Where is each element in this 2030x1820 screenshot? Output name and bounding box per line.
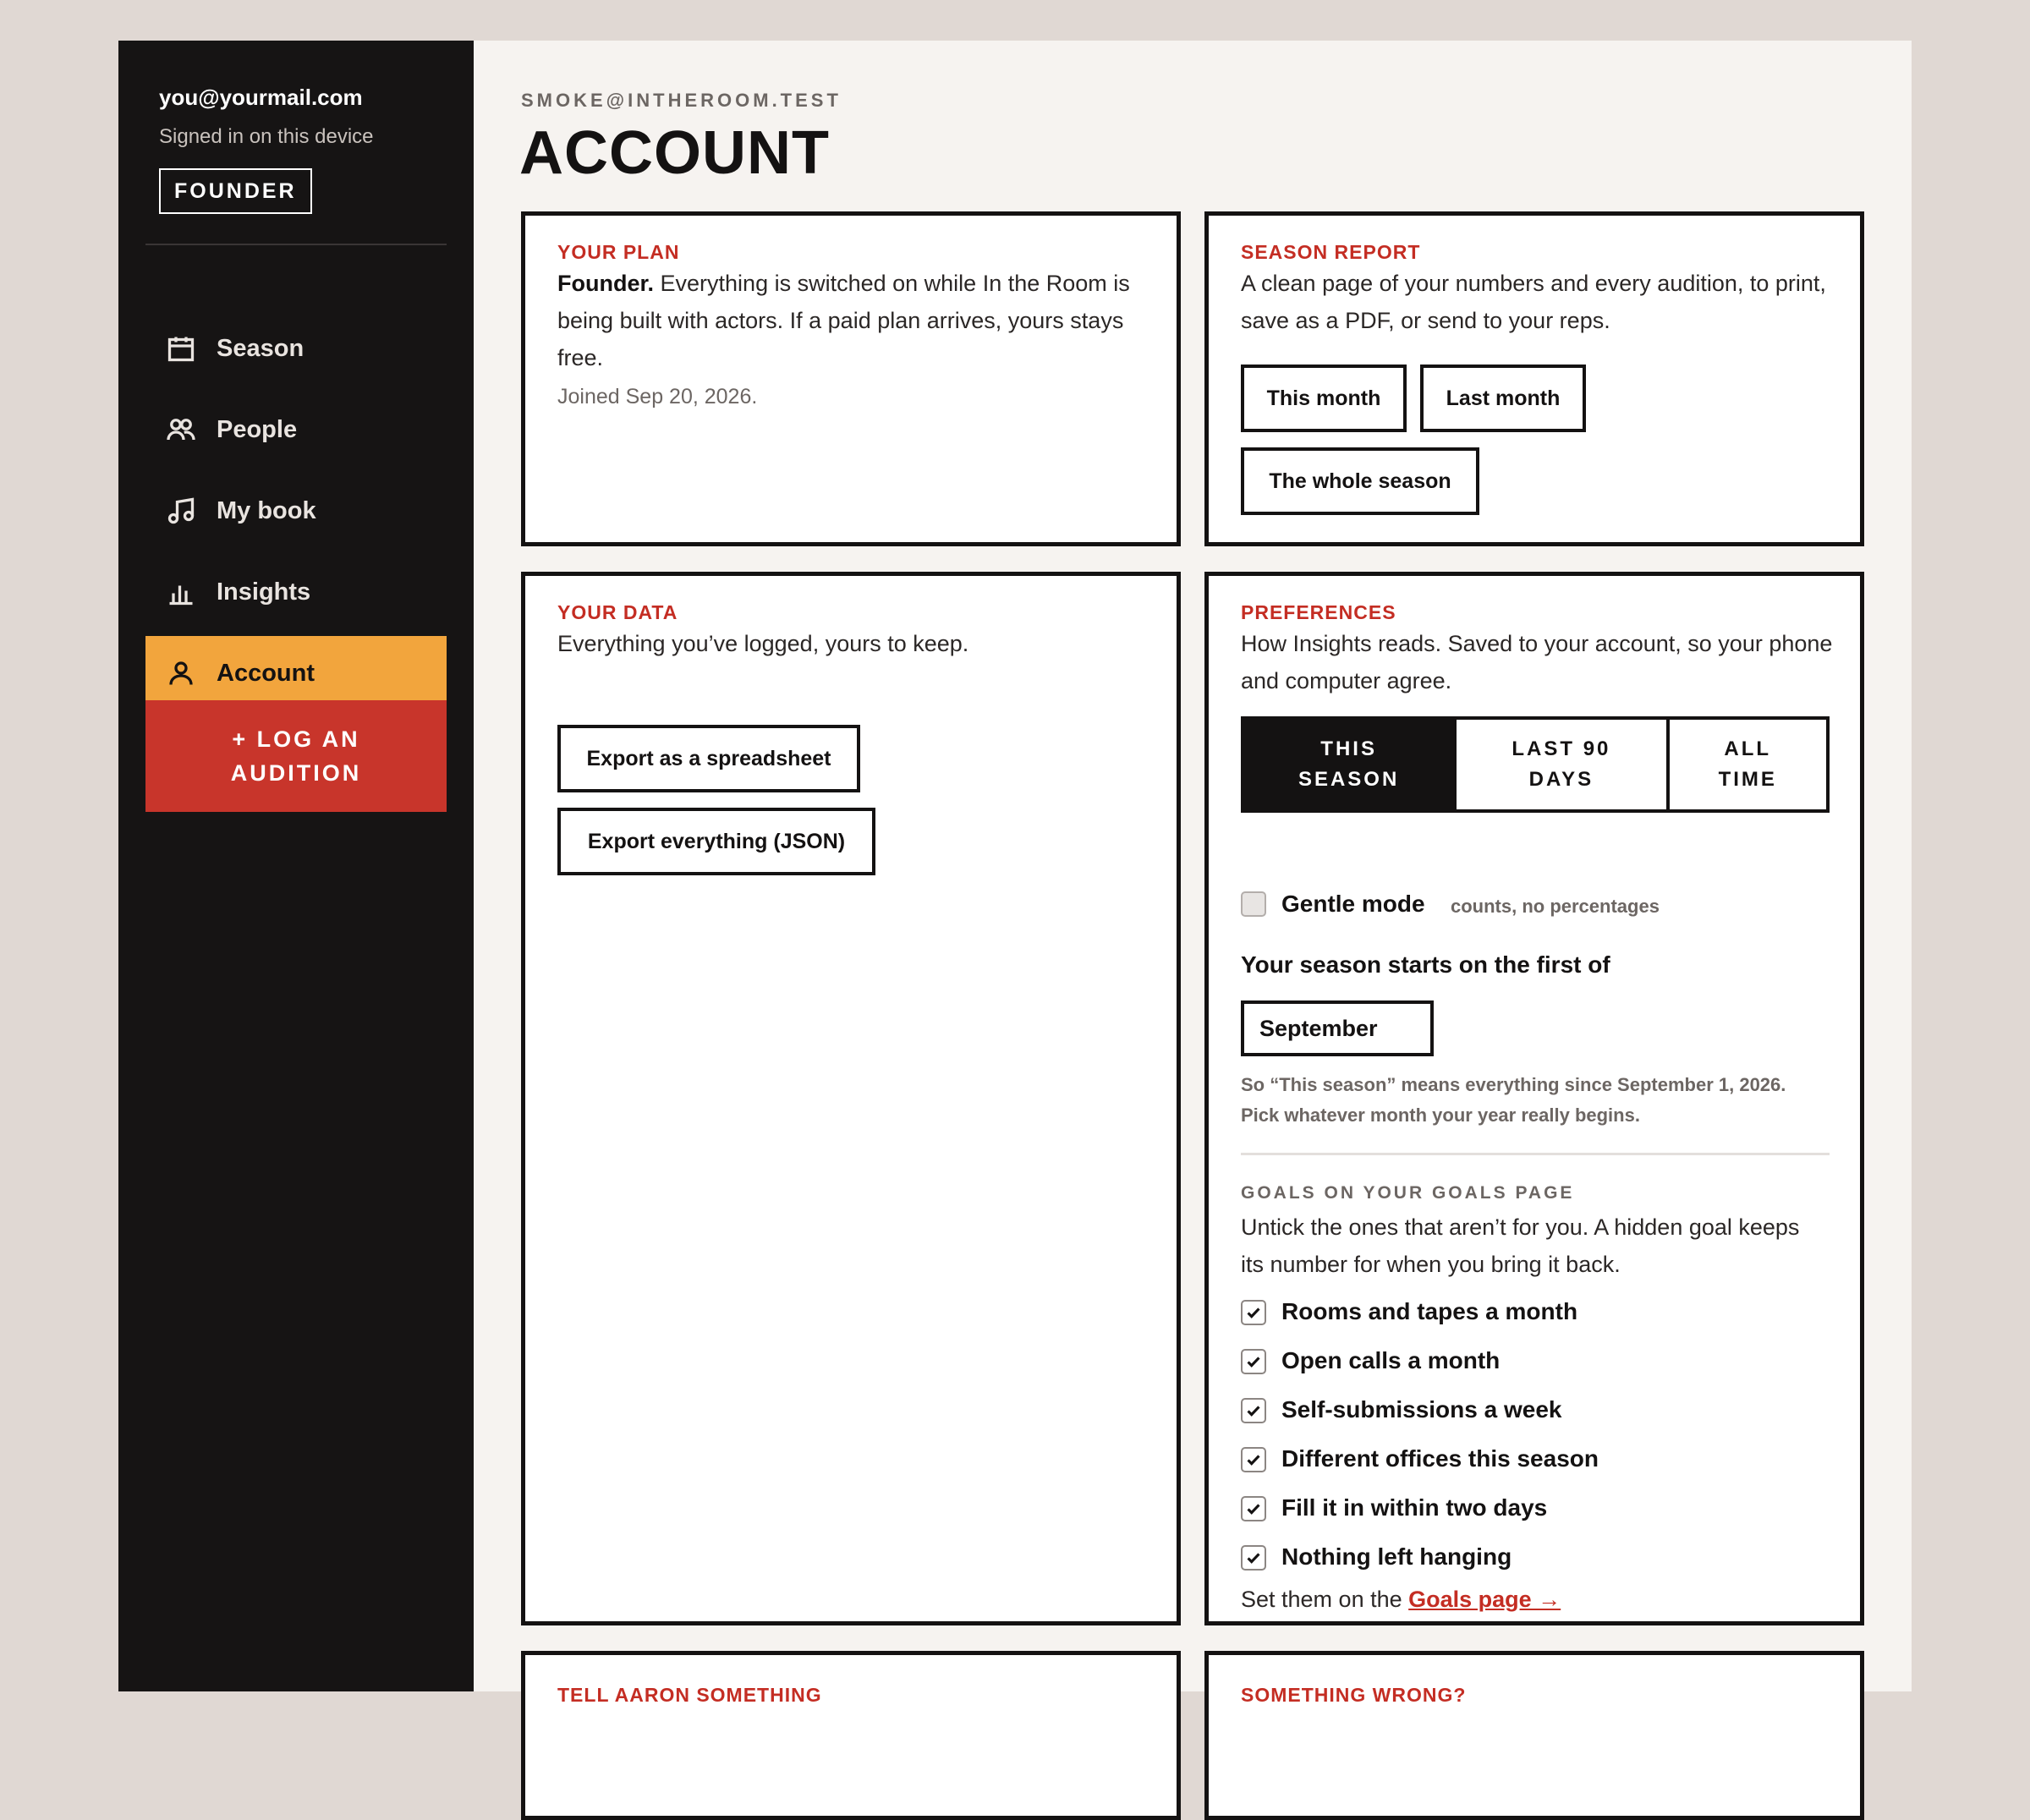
check-icon [1244, 1303, 1263, 1322]
card-label: YOUR DATA [557, 601, 678, 623]
goal-label: Open calls a month [1281, 1347, 1501, 1373]
bar-chart-icon [164, 575, 198, 609]
log-audition-button[interactable] [145, 700, 447, 812]
season-start-label: Your season starts on the first of [1241, 951, 1610, 978]
goal-checkbox[interactable] [1241, 1349, 1266, 1374]
data-card [521, 572, 1181, 1625]
export-json-button[interactable]: Export everything (JSON) [557, 808, 875, 875]
goal-label: Self-submissions a week [1281, 1396, 1562, 1423]
sidebar-divider [145, 244, 447, 245]
signed-in-status: Signed in on this device [159, 125, 374, 148]
goal-item[interactable] [1241, 1396, 1833, 1447]
gentle-mode-hint: counts, no percentages [1451, 896, 1660, 917]
goal-label: Different offices this season [1281, 1445, 1599, 1472]
season-hint-line-1: So “This season” means everything since September 1, 2026. [1241, 1074, 1786, 1095]
people-icon [164, 413, 198, 447]
goal-checkbox[interactable] [1241, 1545, 1266, 1571]
plan-text: Everything is switched on while In the Room is being built with actors. If a paid plan arrives, yours stays free. [557, 271, 1130, 370]
account-email-eyebrow: SMOKE@INTHEROOM.TEST [521, 90, 842, 111]
goals-page-link[interactable]: Goals page → [1408, 1587, 1561, 1612]
card-label: PREFERENCES [1241, 601, 1396, 623]
range-label: THIS SEASON [1298, 737, 1400, 791]
goals-description: Untick the ones that aren’t for you. A hidden goal keeps its number for when you bring it back. [1241, 1214, 1800, 1277]
plan-description [557, 265, 1149, 376]
goal-label: Rooms and tapes a month [1281, 1298, 1578, 1324]
goal-item[interactable] [1241, 1347, 1833, 1398]
range-last-90-days[interactable] [1457, 720, 1669, 809]
log-audition-label: + LOG AN AUDITION [230, 726, 362, 786]
plan-name: Founder. [557, 271, 654, 296]
report-this-month-button[interactable]: This month [1241, 365, 1407, 432]
range-label: LAST 90 DAYS [1512, 737, 1611, 791]
sidebar-item-season[interactable] [145, 311, 447, 386]
check-icon [1244, 1450, 1263, 1469]
preferences-card [1204, 572, 1864, 1625]
insights-range-selector [1241, 716, 1830, 813]
joined-date: Joined Sep 20, 2026. [557, 385, 758, 408]
calendar-icon [164, 332, 198, 365]
goal-label: Nothing left hanging [1281, 1543, 1512, 1570]
sidebar-item-insights[interactable] [145, 555, 447, 629]
preferences-description: How Insights reads. Saved to your account, so your phone and computer agree. [1241, 631, 1833, 693]
section-divider [1241, 1153, 1830, 1155]
something-wrong-card [1204, 1651, 1864, 1820]
goal-checkbox[interactable] [1241, 1300, 1266, 1325]
goal-checkbox[interactable] [1241, 1447, 1266, 1472]
sidebar-item-people[interactable] [145, 392, 447, 467]
check-icon [1244, 1401, 1263, 1420]
plan-badge: FOUNDER [159, 168, 312, 214]
user-icon [164, 656, 198, 690]
data-description: Everything you’ve logged, yours to keep. [557, 631, 969, 656]
check-icon [1244, 1549, 1263, 1567]
goals-eyebrow: GOALS ON YOUR GOALS PAGE [1241, 1183, 1575, 1203]
check-icon [1244, 1499, 1263, 1518]
goal-item[interactable] [1241, 1445, 1833, 1496]
user-email: you@yourmail.com [159, 85, 363, 110]
sidebar-item-label: People [217, 415, 298, 443]
season-hint-line-2: Pick whatever month your year really begins. [1241, 1105, 1640, 1126]
range-this-season[interactable] [1244, 720, 1457, 809]
season-start-select[interactable]: September [1241, 1000, 1434, 1056]
goal-checkbox[interactable] [1241, 1496, 1266, 1521]
check-icon [1244, 1352, 1263, 1371]
report-last-month-button[interactable]: Last month [1420, 365, 1586, 432]
report-whole-season-button[interactable]: The whole season [1241, 447, 1479, 515]
sidebar-item-account[interactable] [145, 636, 447, 710]
sidebar-item-label: Account [217, 659, 315, 687]
sidebar-item-label: Insights [217, 578, 311, 606]
goal-label: Fill it in within two days [1281, 1494, 1548, 1521]
goals-footer-text: Set them on the [1241, 1587, 1402, 1612]
gentle-mode-label: Gentle mode [1281, 891, 1425, 917]
app-shell [118, 41, 1912, 1706]
sidebar-item-my-book[interactable] [145, 474, 447, 548]
card-label: TELL AARON SOMETHING [557, 1684, 822, 1706]
goal-checkbox[interactable] [1241, 1398, 1266, 1423]
range-all-time[interactable] [1670, 720, 1826, 809]
sidebar-item-label: Season [217, 334, 304, 362]
report-description: A clean page of your numbers and every audition, to print, save as a PDF, or send to your reps. [1241, 271, 1826, 333]
export-spreadsheet-button[interactable]: Export as a spreadsheet [557, 725, 860, 792]
card-label: SOMETHING WRONG? [1241, 1684, 1467, 1706]
goal-item[interactable] [1241, 1494, 1833, 1545]
card-label: YOUR PLAN [557, 241, 680, 263]
gentle-mode-checkbox[interactable] [1241, 891, 1266, 917]
plan-card [521, 211, 1181, 546]
page-title: ACCOUNT [519, 119, 830, 187]
goals-footer [1241, 1581, 1561, 1618]
season-report-card [1204, 211, 1864, 546]
goal-item[interactable] [1241, 1298, 1833, 1349]
sidebar-item-label: My book [217, 496, 316, 524]
sidebar [118, 41, 474, 1691]
tell-aaron-card [521, 1651, 1181, 1820]
card-label: SEASON REPORT [1241, 241, 1421, 263]
music-note-icon [164, 494, 198, 528]
range-label: ALL TIME [1718, 737, 1777, 791]
